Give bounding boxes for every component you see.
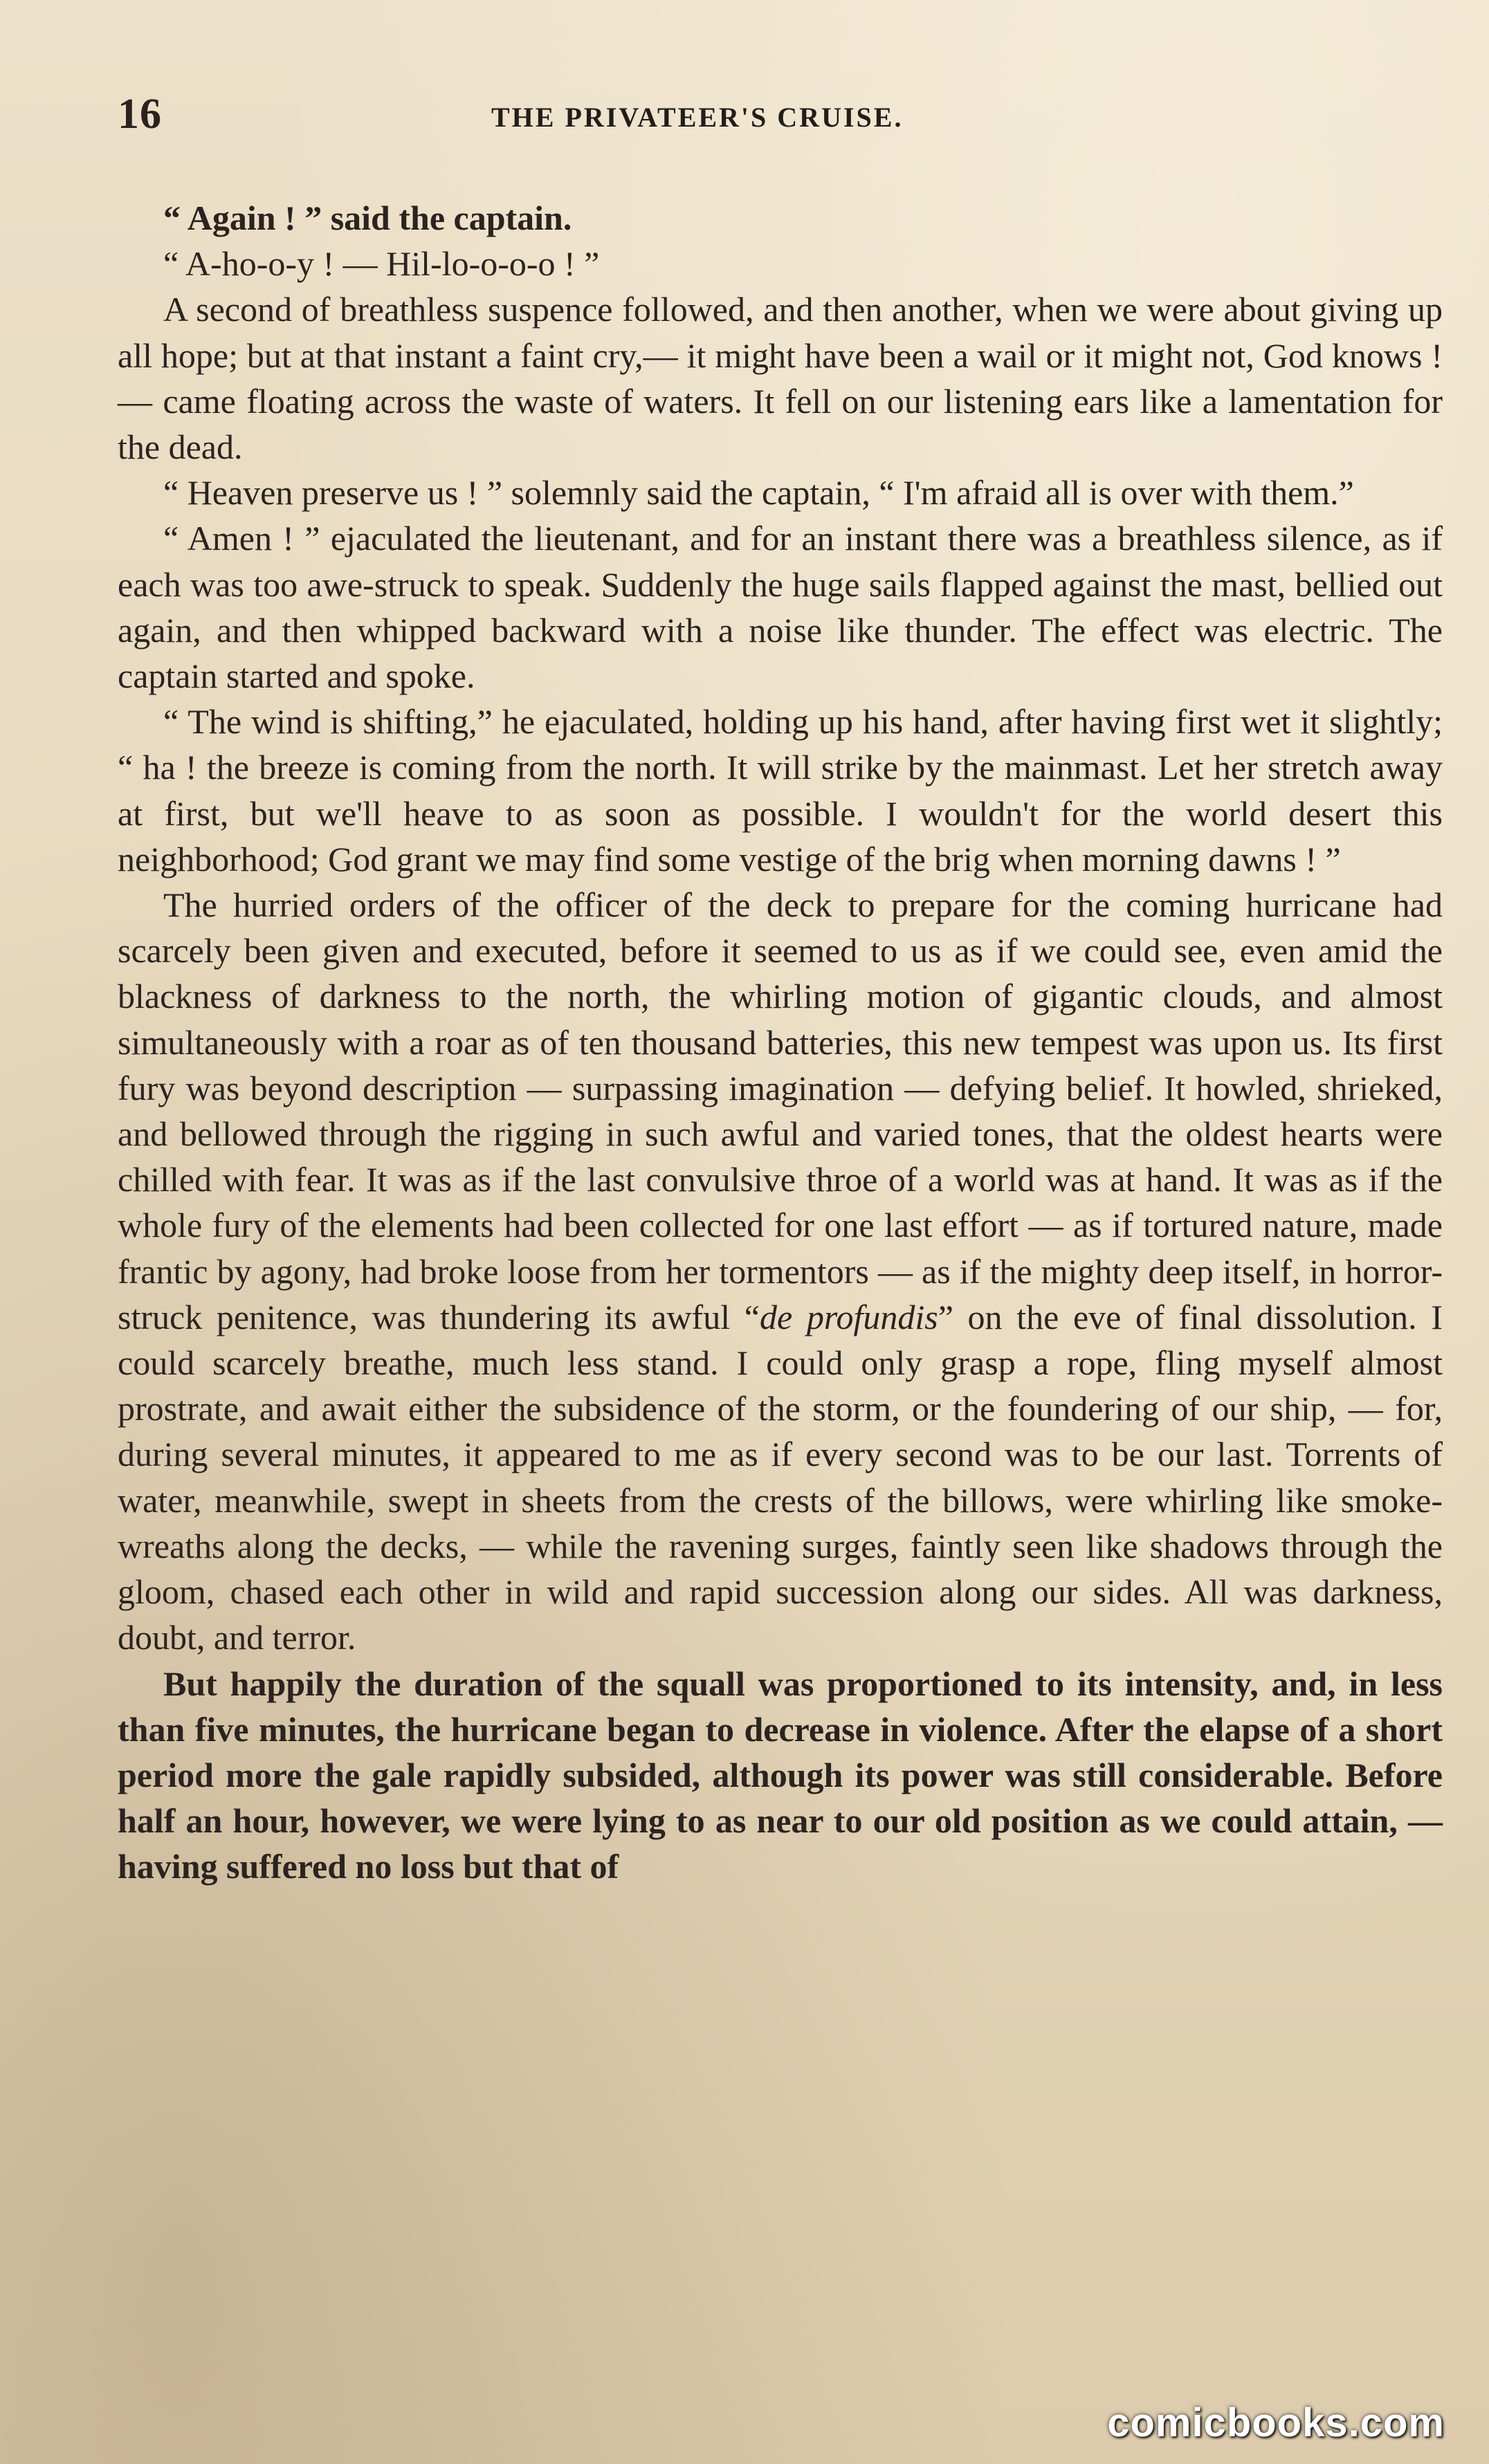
paragraph-ahoy: “ A-ho-o-y ! — Hil-lo-o-o-o ! ” xyxy=(163,244,600,284)
body-text xyxy=(118,195,1443,1890)
page-number: 16 xyxy=(118,91,162,138)
paragraph-heaven: “ Heaven preserve us ! ” solemnly said the captain, “ I'm afraid all is over with them.” xyxy=(163,473,1354,513)
paragraph-again: “ Again ! ” said the captain. xyxy=(163,199,572,237)
site-watermark: comicbooks.com xyxy=(1107,2400,1445,2445)
de-profundis-italic: de profundis xyxy=(759,1297,938,1336)
paragraph-amen: “ Amen ! ” ejaculated the lieutenant, and for an instant there was a breathless silence, as if each was too awe-struck to speak. Suddenly the huge sails flapped against the mast, bellied out again, and then whipped backward with a noise like thunder. The effect was electric. The captain started and spoke. xyxy=(118,519,1443,696)
page-header xyxy=(118,90,1441,152)
paragraph-suspence: A second of breathless suspence followed, and then another, when we were about giving up all hope; but at that instant a faint cry,— it might have been a wail or it might not, God knows ! — came floating across the waste of waters. It fell on our listening ears like a lamentation for the dead. xyxy=(118,290,1443,467)
hurricane-text-after: ” on the eve of final dissolution. I could scarcely breathe, much less stand. I could only grasp a rope, fling myself almost prostrate, and await either the subsidence of the storm, or the foundering of our ship, — for, during several minutes, it appeared to me as if every second was to be our last. Torrents of water, meanwhile, swept in sheets from the crests of the billows, were whirling like smoke-wreaths along the decks, — while the ravening surges, faintly seen like shadows through the gloom, chased each other in wild and rapid succession along our sides. All was darkness, doubt, and terror. xyxy=(118,1297,1443,1657)
hurricane-text-before: The hurried orders of the officer of the deck to prepare for the coming hurricane had scarcely been given and executed, before it seemed to us as if we could see, even amid the blackness of darkness to the north, the whirling motion of gigantic clouds, and almost simultaneously with a roar as of ten thousand batteries, this new tempest was upon us. Its first fury was beyond description — surpassing imagination — defying belief. It howled, shrieked, and bellowed through the rigging in such awful and varied tones, that the oldest hearts were chilled with fear. It was as if the last convulsive throe of a world was at hand. It was as if the whole fury of the elements had been collected for one last effort — as if tortured nature, made frantic by agony, had broke loose from her tormentors — as if the mighty deep itself, in horror-struck penitence, was thundering its awful “ xyxy=(118,885,1443,1336)
running-head: THE PRIVATEER'S CRUISE. xyxy=(491,102,904,133)
paragraph-wind-shifting: “ The wind is shifting,” he ejaculated, holding up his hand, after having first wet it slightly; “ ha ! the breeze is coming from the north. It will strike by the mainmast. Let her stretch away at first, but we'll heave to as soon as possible. I wouldn't for the world desert this neighborhood; God grant we may find some vestige of the brig when morning dawns ! ” xyxy=(118,702,1443,879)
paragraph-hurricane xyxy=(118,882,1443,1660)
paragraph-happily: But happily the duration of the squall was proportioned to its intensity, and, in less than five minutes, the hurricane began to decrease in violence. After the elapse of a short period more the gale rapidly subsided, although its power was still considerable. Before half an hour, however, we were lying to as near to our old position as we could attain, — having suffered no loss but that of xyxy=(118,1664,1443,1886)
